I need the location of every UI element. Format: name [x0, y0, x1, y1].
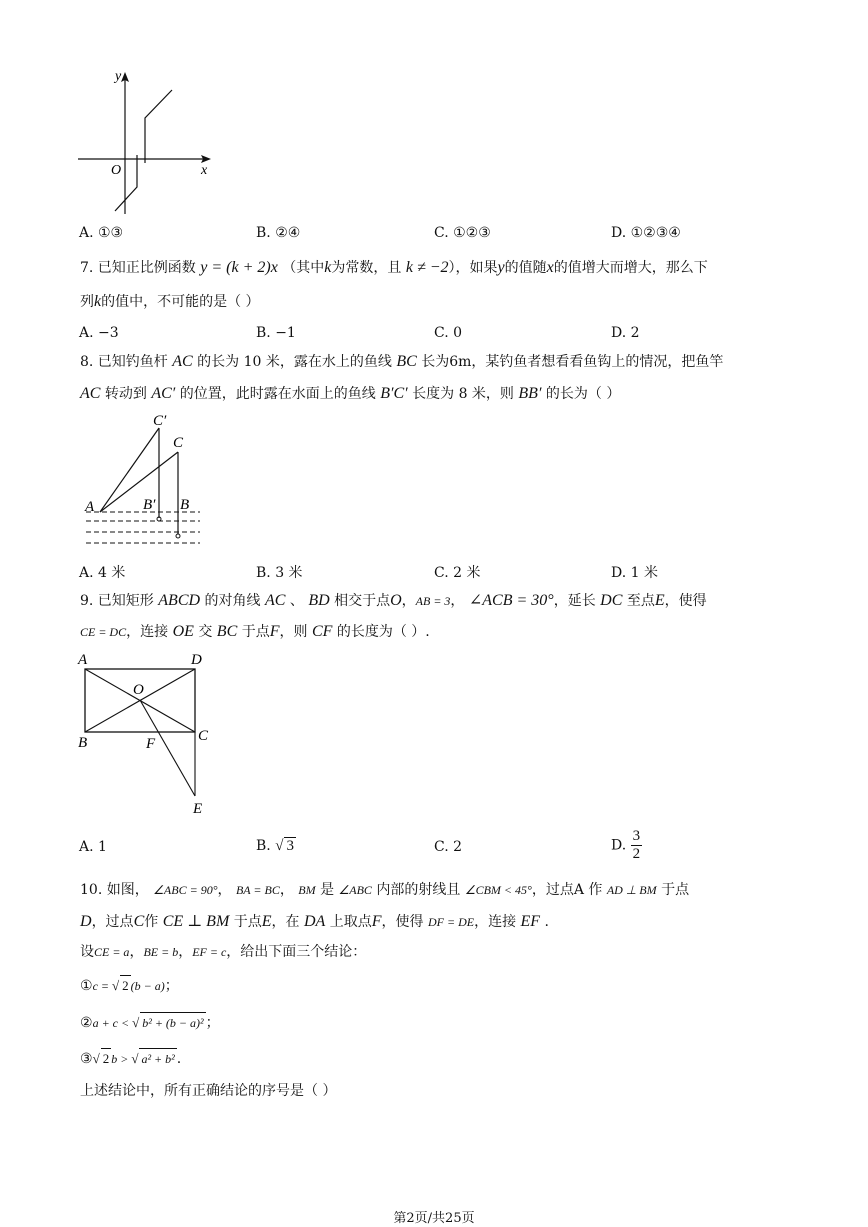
q10-c3-radicand2: a² + b² — [139, 1048, 176, 1069]
q10-c3-end: . — [176, 1051, 182, 1067]
q8-option-b: B. 3 米 — [256, 565, 303, 581]
q10-adbm: AD ⊥ BM — [606, 883, 657, 897]
q10-text: 于点 — [233, 914, 262, 930]
q10-final: 上述结论中，所有正确结论的序号是（ ） — [80, 1083, 337, 1099]
q9-label-e: E — [193, 801, 203, 817]
q9-text: ， — [401, 593, 416, 609]
q6-x-label: x — [201, 163, 208, 178]
q10-c3-radicand1: 2 — [101, 1048, 112, 1069]
q10-text: ，使得 — [381, 914, 424, 930]
q10-c1-radicand: 2 — [120, 975, 131, 996]
q8-option-c: C. 2 米 — [434, 565, 481, 581]
q9-cf: CF — [311, 623, 333, 640]
q7-text: 为常数，且 — [331, 260, 402, 276]
q7-formula: y = (k + 2)x — [200, 259, 278, 276]
q9-text: ，使得 — [664, 593, 707, 609]
q8-text: 8. 已知钓鱼杆 — [80, 354, 168, 370]
q9-label-d: D — [191, 652, 202, 668]
q9-f: F — [269, 623, 280, 640]
q10-c3-mark: ③ — [80, 1051, 93, 1067]
q10-da: DA — [303, 913, 326, 930]
q9-ab: AB = 3 — [415, 594, 451, 608]
q10-d: D — [80, 913, 92, 930]
q10-text: ，连接 — [474, 914, 517, 930]
q10-conclusion-1 — [80, 975, 179, 996]
q8-ac: AC — [80, 385, 101, 402]
q7-option-b: B. −1 — [256, 325, 296, 341]
q10-cebm: CE ⊥ BM — [162, 913, 230, 930]
q6-o-label: O — [111, 163, 122, 178]
q10-conclusion-3 — [80, 1048, 181, 1069]
q7-text: 的值随 — [504, 260, 547, 276]
q7-option-a: A. −3 — [79, 325, 119, 341]
q8-label-bp: B′ — [143, 497, 156, 513]
q8-text: 长度为 8 米，则 — [412, 386, 514, 402]
q7-text: 列 — [80, 294, 94, 310]
q10-text: 上取点 — [329, 914, 372, 930]
q10-cbm: ∠CBM < 45° — [464, 883, 532, 897]
q6-option-a: A. ①③ — [79, 225, 124, 241]
q10-c1-pre: c = — [92, 979, 112, 993]
q10-text: ，过点 — [91, 914, 134, 930]
q9-text: 相交于点 — [334, 593, 391, 609]
q8-figure — [80, 408, 210, 553]
q9-e: E — [654, 592, 665, 609]
q8-label-a: A — [85, 499, 95, 515]
q9-o: O — [390, 592, 402, 609]
q9-oe: OE — [172, 623, 194, 640]
q8-label-c: C — [173, 435, 184, 451]
q10-text: . — [544, 914, 549, 930]
q7-k: k — [94, 293, 102, 310]
q9-bd: BD — [308, 592, 330, 609]
q6-option-d: D. ①②③④ — [611, 225, 681, 241]
q9-dc: DC — [600, 592, 623, 609]
q10-text: 设 — [80, 944, 94, 960]
q10-abc: ∠ABC = 90° — [153, 883, 218, 897]
q7-option-d: D. 2 — [611, 325, 640, 341]
q9-option-b-radicand: 3 — [286, 838, 294, 854]
q9-option-d-denominator: 2 — [632, 846, 641, 862]
q7-condition: k ≠ −2 — [405, 259, 449, 276]
q9-label-c: C — [198, 728, 209, 744]
q9-option-d — [611, 828, 642, 863]
q9-abcd: ABCD — [158, 592, 201, 609]
q10-text: ， — [129, 944, 144, 960]
q9-bc: BC — [216, 623, 238, 640]
q9-text: ，则 — [279, 624, 308, 640]
q10-line3 — [80, 942, 366, 962]
q10-text: 是 — [320, 882, 335, 898]
q8-label-cp: C′ — [153, 413, 167, 429]
q9-line1 — [80, 591, 707, 611]
q7-text: ），如果 — [448, 260, 498, 276]
q10-c2-pre: a + c < — [92, 1016, 133, 1030]
q9-option-d-label: D. — [611, 837, 631, 854]
q7-number: 7. 已知正比例函数 — [80, 260, 196, 276]
q9-text: ， — [450, 593, 465, 609]
q9-label-o: O — [133, 682, 144, 698]
q9-label-b: B — [78, 735, 88, 751]
q6-graph — [75, 66, 215, 216]
q7-x: x — [546, 259, 554, 276]
q8-label-b: B — [180, 497, 190, 513]
q7-text: 的值增大而增大，那么下 — [553, 260, 708, 276]
q10-text: ，在 — [271, 914, 300, 930]
q10-ef: EF — [520, 913, 541, 930]
q9-label-f: F — [146, 736, 156, 752]
page-footer: 第2页/共25页 — [393, 1211, 475, 1226]
q7-k: k — [324, 259, 332, 276]
q7-line1 — [80, 258, 708, 278]
q9-option-b — [256, 837, 296, 855]
q10-babc: BA = BC — [235, 883, 280, 897]
q7-line2 — [80, 292, 260, 312]
q6-option-b: B. ②④ — [256, 225, 301, 241]
q10-text: ，给出下面三个结论： — [226, 944, 367, 960]
q9-option-d-fraction — [631, 828, 643, 863]
q10-c2-radicand: b² + (b − a)² — [140, 1012, 205, 1033]
q8-bpcp: B′C′ — [380, 385, 408, 402]
q7-text: （其中 — [282, 260, 325, 276]
q8-text: 的位置，此时露在水面上的鱼线 — [179, 386, 376, 402]
q10-efc: EF = c — [192, 945, 227, 959]
q10-c3-mid: b > — [111, 1052, 132, 1066]
q9-option-c: C. 2 — [434, 839, 463, 855]
q10-dfde: DF = DE — [427, 915, 475, 929]
q6-option-c: C. ①②③ — [434, 225, 491, 241]
q9-angle: ∠ACB = 30° — [468, 592, 554, 609]
q10-text: ， — [178, 944, 193, 960]
q10-c2-sqrt: √ b² + (b − a)² — [132, 1015, 206, 1030]
q9-text: 的对角线 — [204, 593, 261, 609]
q9-text: 的长度为（ ）. — [336, 624, 430, 640]
q9-label-a: A — [78, 652, 88, 668]
q9-option-b-sqrt: √ 3 — [275, 838, 294, 854]
q10-text: ， — [279, 882, 294, 898]
q10-bm: BM — [298, 883, 316, 897]
q10-cea: CE = a — [94, 945, 130, 959]
q7-option-c: C. 0 — [434, 325, 463, 341]
q6-y-label: y — [115, 69, 122, 84]
q10-text: 于点 — [661, 882, 690, 898]
q8-text: 的长为 10 米，露在水上的鱼线 — [197, 354, 392, 370]
q10-c3-sqrt2: √ a² + b² — [131, 1051, 176, 1066]
q10-angabc: ∠ABC — [338, 883, 372, 897]
q9-text: 9. 已知矩形 — [80, 593, 154, 609]
q8-ac: AC — [172, 353, 193, 370]
q9-option-d-numerator: 3 — [632, 828, 641, 844]
q10-text: ，过点A 作 — [531, 882, 603, 898]
q8-bbp: BB′ — [518, 385, 542, 402]
q10-text: 内部的射线且 — [376, 882, 461, 898]
q8-line2 — [80, 384, 620, 404]
q8-acp: AC′ — [151, 385, 176, 402]
q8-option-a: A. 4 米 — [79, 565, 126, 581]
q10-line2 — [80, 912, 549, 932]
q9-text: 于点 — [241, 624, 270, 640]
q10-conclusion-2 — [80, 1012, 220, 1033]
q10-f: F — [371, 913, 382, 930]
q9-text: ，连接 — [126, 624, 169, 640]
q10-c1-end: ； — [164, 978, 179, 994]
q7-text: 的值中，不可能的是（ ） — [101, 294, 260, 310]
q8-text: 的长为（ ） — [545, 386, 621, 402]
q10-c: C — [133, 913, 145, 930]
q9-option-b-label: B. — [256, 838, 276, 854]
q10-c1-post: (b − a) — [130, 979, 165, 993]
q10-c1-mark: ① — [80, 978, 93, 994]
q9-text: ，延长 — [553, 593, 596, 609]
q9-figure — [75, 648, 220, 820]
q10-c2-end: ； — [205, 1015, 220, 1031]
q10-c1-sqrt: √ 2 — [112, 978, 131, 993]
q10-line1 — [80, 880, 689, 900]
q9-text: 、 — [289, 593, 304, 609]
q10-text: 作 — [144, 914, 159, 930]
q9-ac: AC — [264, 592, 286, 609]
q10-c2-mark: ② — [80, 1015, 93, 1031]
q8-option-d: D. 1 米 — [611, 565, 658, 581]
q8-bc: BC — [396, 353, 417, 370]
q7-y: y — [497, 259, 505, 276]
q8-text: 长为6m，某钓鱼者想看看鱼钩上的情况，把鱼竿 — [421, 354, 724, 370]
q10-text: ， — [217, 882, 232, 898]
q9-ce: CE = DC — [80, 625, 127, 639]
q10-beb: BE = b — [143, 945, 179, 959]
q9-option-a: A. 1 — [79, 839, 107, 855]
q9-text: 至点 — [626, 593, 655, 609]
q8-text: 转动到 — [104, 386, 147, 402]
q10-c3-sqrt1: √ 2 — [93, 1051, 112, 1066]
q10-e: E — [261, 913, 272, 930]
q10-text: 10. 如图， — [80, 882, 149, 898]
q8-line1 — [80, 352, 723, 372]
q9-line2 — [80, 622, 430, 642]
q9-text: 交 — [198, 624, 213, 640]
